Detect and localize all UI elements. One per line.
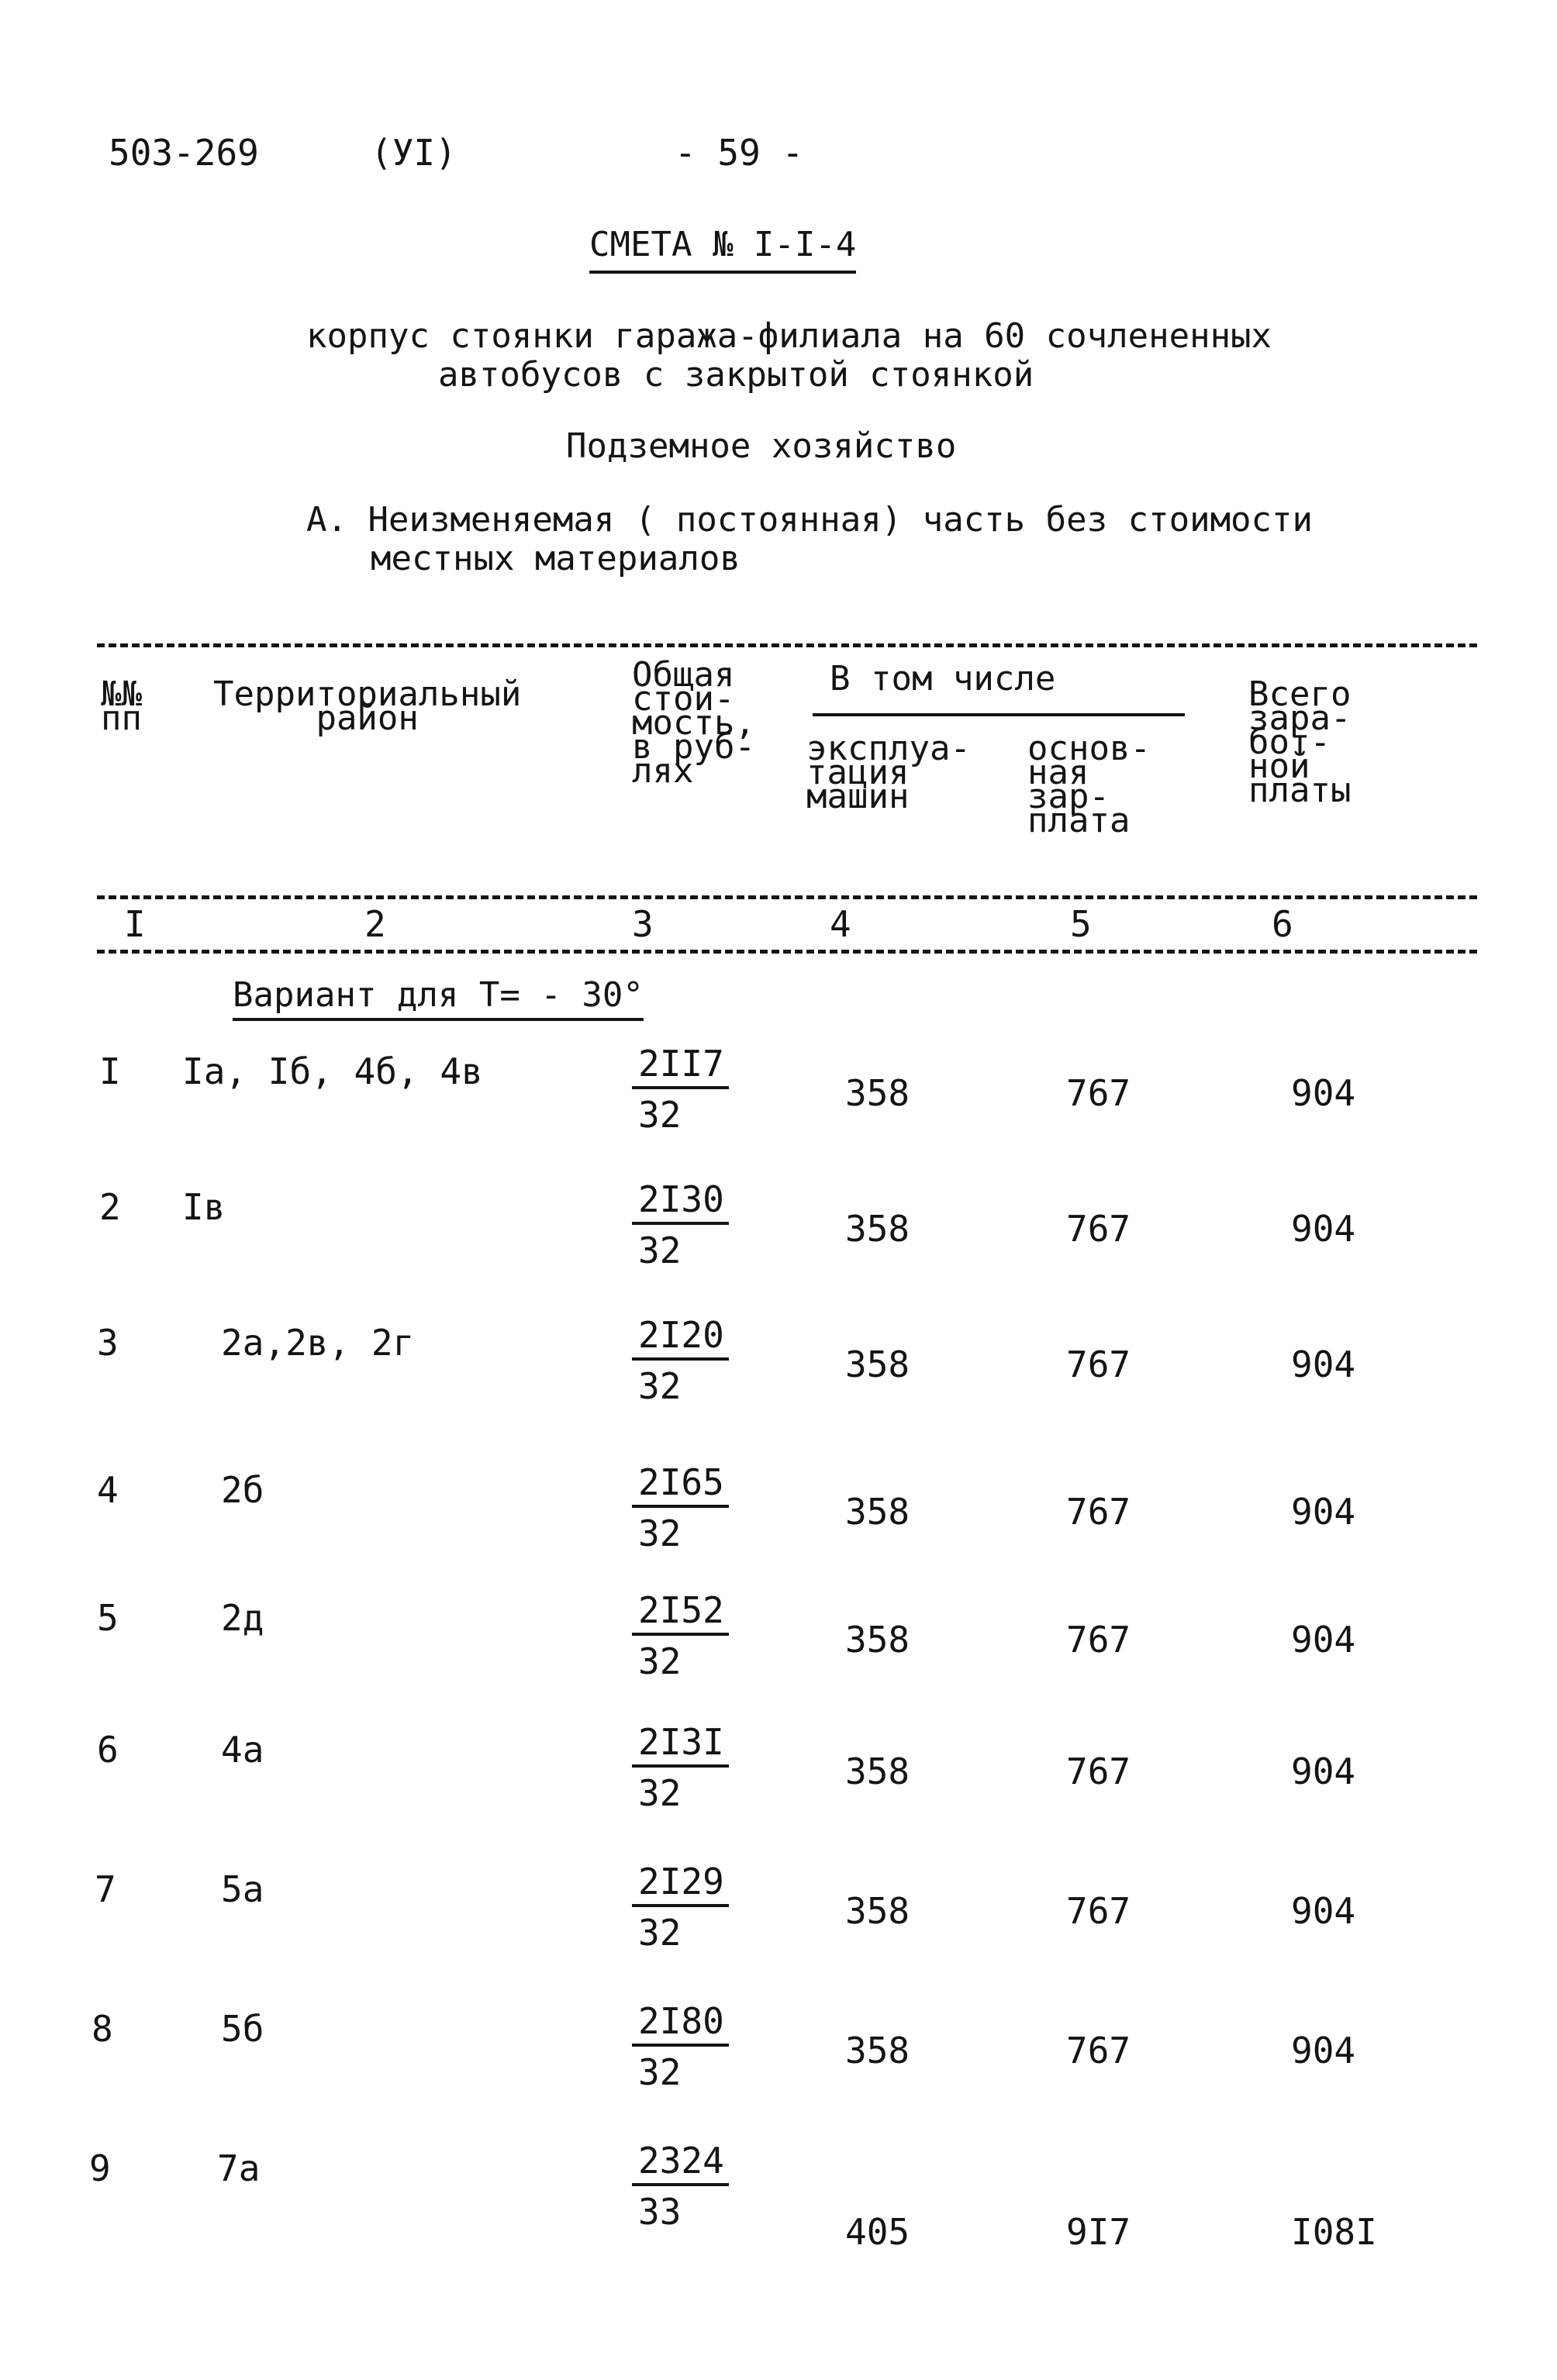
row-wages: 9I7 [1066,2211,1131,2253]
table-top-rule [97,643,1477,647]
row-all-wages: 904 [1291,1491,1356,1533]
row-total-cost-denominator: 32 [638,1513,682,1554]
row-number: 6 [97,1729,119,1771]
row-region: 2б [221,1469,264,1511]
row-machines: 358 [845,1619,910,1661]
row-total-cost [632,1043,764,1136]
row-region: 4а [221,1729,264,1771]
row-all-wages: 904 [1291,1890,1356,1932]
row-region: 5а [221,1868,264,1910]
row-total-cost [632,2140,764,2233]
row-total-cost-denominator: 32 [638,1772,682,1814]
column-number-2: 2 [364,903,386,945]
header-group-rule [813,713,1185,716]
row-machines: 405 [845,2211,910,2253]
row-wages: 767 [1066,1491,1131,1533]
header-group-including: В том числе [830,659,1056,698]
row-all-wages: 904 [1291,1619,1356,1661]
column-numbers-rule [97,950,1477,954]
row-machines: 358 [845,1491,910,1533]
row-number: 2 [99,1186,121,1228]
row-machines: 358 [845,1751,910,1792]
row-total-cost-denominator: 32 [638,1230,682,1271]
column-number-1: I [124,903,146,945]
column-number-4: 4 [830,903,851,945]
variant-label: Вариант для Т= - 30° [233,975,644,1021]
column-number-3: 3 [632,903,654,945]
row-all-wages: 904 [1291,1343,1356,1385]
row-total-cost [632,1314,764,1407]
row-total-cost-numerator: 2I52 [632,1589,729,1636]
row-wages: 767 [1066,1751,1131,1792]
row-wages: 767 [1066,2030,1131,2071]
row-number: I [99,1050,121,1092]
row-wages: 767 [1066,1343,1131,1385]
header-col-all-wages: Всего зара- бот- ной платы [1248,674,1352,810]
row-total-cost [632,2000,764,2093]
smeta-title: СМЕТА № I-I-4 [589,225,856,274]
row-total-cost-denominator: 32 [638,1094,682,1136]
row-wages: 767 [1066,1890,1131,1932]
row-total-cost-numerator: 2I65 [632,1461,729,1508]
row-wages: 767 [1066,1072,1131,1114]
row-total-cost-numerator: 2324 [632,2140,729,2186]
row-total-cost-numerator: 2I20 [632,1314,729,1361]
row-number: 7 [95,1868,116,1910]
header-col-number: №№ пп [101,674,142,738]
header-col-total: Общая стои- мость, в руб- лях [632,655,755,791]
part-title-line-2: местных материалов [371,539,741,578]
part-title-line-1: А. Неизменяемая ( постоянная) часть без стоимости [306,500,1314,540]
header-bottom-rule [97,895,1477,899]
row-all-wages: 904 [1291,1072,1356,1114]
row-number: 3 [97,1322,119,1364]
row-machines: 358 [845,1072,910,1114]
column-number-5: 5 [1070,903,1092,945]
row-total-cost-numerator: 2I30 [632,1178,729,1225]
row-total-cost-numerator: 2I80 [632,2000,729,2047]
doc-code: 503-269 [109,132,259,174]
row-total-cost-denominator: 32 [638,1912,682,1954]
header-col-region: Территориальный район [213,674,522,738]
row-total-cost [632,1861,764,1954]
section-title: Подземное хозяйство [566,426,957,466]
row-all-wages: 904 [1291,1751,1356,1792]
row-number: 4 [97,1469,119,1511]
row-total-cost-denominator: 32 [638,2051,682,2093]
row-region: 5б [221,2008,264,2050]
row-total-cost-denominator: 32 [638,1640,682,1682]
row-number: 9 [89,2147,111,2189]
row-wages: 767 [1066,1619,1131,1661]
row-total-cost-numerator: 2II7 [632,1043,729,1089]
row-total-cost [632,1589,764,1682]
row-region: Iа, Iб, 4б, 4в [182,1050,483,1092]
header-col-wages: основ- ная зар- плата [1027,729,1151,840]
row-number: 8 [91,2008,113,2050]
row-machines: 358 [845,1890,910,1932]
row-total-cost-denominator: 33 [638,2191,682,2233]
row-total-cost-numerator: 2I3I [632,1721,729,1768]
volume-label: (УI) [371,132,457,174]
row-region: Iв [182,1186,226,1228]
row-total-cost [632,1721,764,1814]
row-total-cost [632,1178,764,1271]
row-region: 2а,2в, 2г [221,1322,415,1364]
column-number-6: 6 [1272,903,1293,945]
row-all-wages: 904 [1291,1208,1356,1250]
row-total-cost [632,1461,764,1554]
row-machines: 358 [845,2030,910,2071]
page-number: - 59 - [675,132,804,174]
row-number: 5 [97,1597,119,1639]
row-total-cost-denominator: 32 [638,1365,682,1407]
row-machines: 358 [845,1343,910,1385]
row-total-cost-numerator: 2I29 [632,1861,729,1907]
subtitle-line-1: корпус стоянки гаража-филиала на 60 сочлененных [306,316,1272,356]
header-col-machines: эксплуа- тация машин [806,729,971,816]
row-all-wages: I08I [1291,2211,1377,2253]
row-region: 7а [217,2147,261,2189]
subtitle-line-2: автобусов с закрытой стоянкой [438,355,1034,395]
row-machines: 358 [845,1208,910,1250]
row-all-wages: 904 [1291,2030,1356,2071]
row-region: 2д [221,1597,264,1639]
row-wages: 767 [1066,1208,1131,1250]
